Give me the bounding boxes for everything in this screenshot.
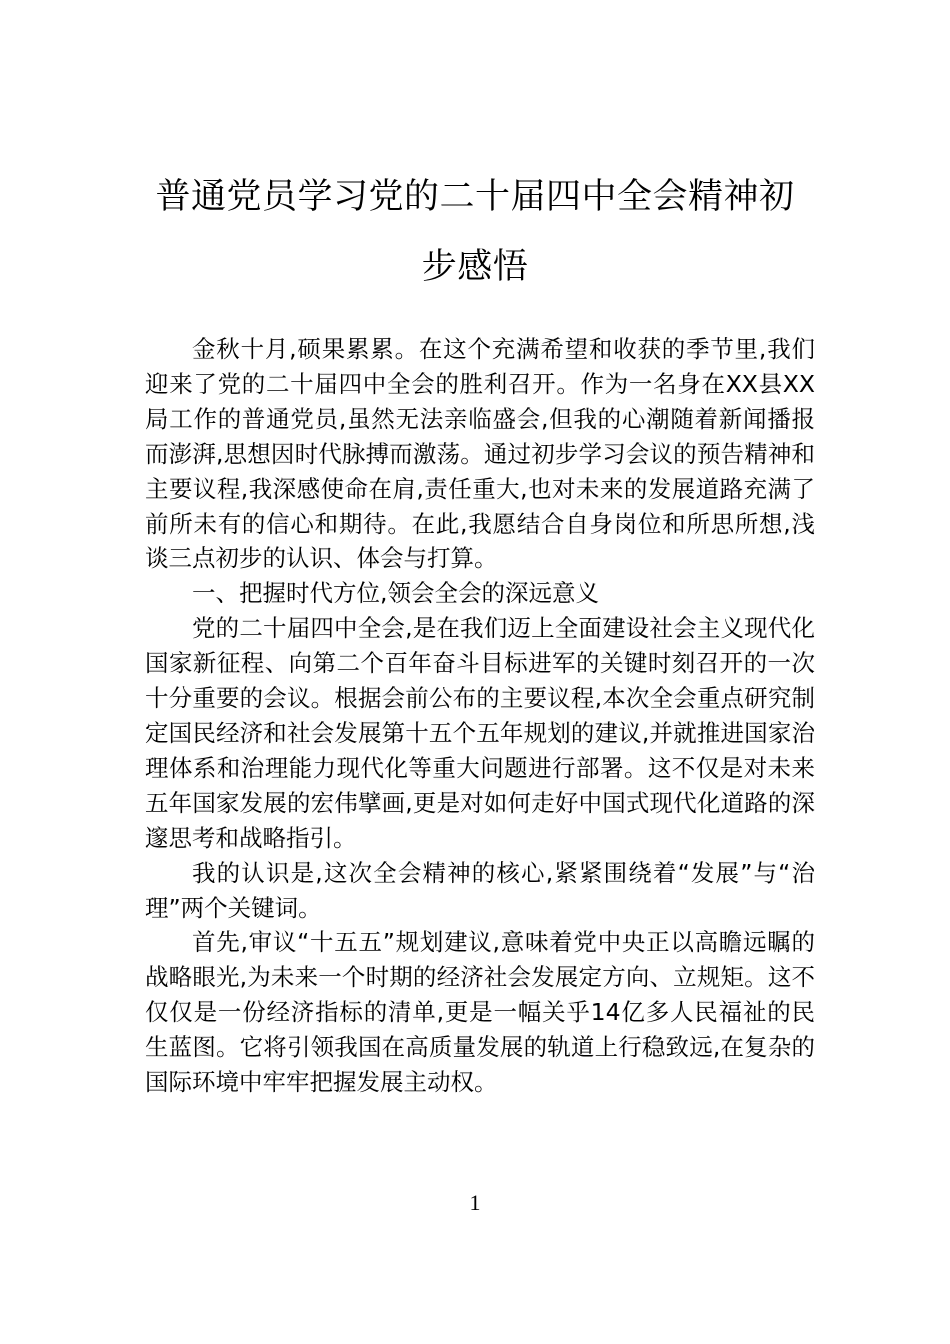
document-body xyxy=(145,332,815,1100)
document-title-line-1: 普通党员学习党的二十届四中全会精神初 xyxy=(155,177,795,217)
page-number: 1 xyxy=(469,1190,481,1215)
paragraph-intro: 金秋十月,硕果累累。在这个充满希望和收获的季节里,我们迎来了党的二十届四中全会的胜利召开。作为一名身在XX县XX局工作的普通党员,虽然无法亲临盛会,但我的心潮随着新闻播报而澎湃,思想因时代脉搏而激荡。通过初步学习会议的预告精神和主要议程,我深感使命在肩,责任重大,也对未来的发展道路充满了前所未有的信心和期待。在此,我愿结合自身岗位和所思所想,浅谈三点初步的认识、体会与打算。 xyxy=(145,335,815,573)
section-heading-1: 一、把握时代方位,领会全会的深远意义 xyxy=(192,579,599,608)
paragraph-meaning: 党的二十届四中全会,是在我们迈上全面建设社会主义现代化国家新征程、向第二个百年奋斗目标进军的关键时刻召开的一次十分重要的会议。根据会前公布的主要议程,本次全会重点研究制定国民经济和社会发展第十五个五年规划的建议,并就推进国家治理体系和治理能力现代化等重大问题进行部署。这不仅是对未来五年国家发展的宏伟擘画,更是对如何走好中国式现代化道路的深邃思考和战略指引。 xyxy=(145,614,815,852)
paragraph-understanding: 我的认识是,这次全会精神的核心,紧紧围绕着“发展”与“治理”两个关键词。 xyxy=(145,858,815,922)
document-title-line-2: 步感悟 xyxy=(421,247,529,287)
paragraph-first-point: 首先,审议“十五五”规划建议,意味着党中央正以高瞻远瞩的战略眼光,为未来一个时期的经济社会发展定方向、立规矩。这不仅仅是一份经济指标的清单,更是一幅关乎14亿多人民福祉的民生蓝图。它将引领我国在高质量发展的轨道上行稳致远,在复杂的国际环境中牢牢把握发展主动权。 xyxy=(145,928,815,1097)
